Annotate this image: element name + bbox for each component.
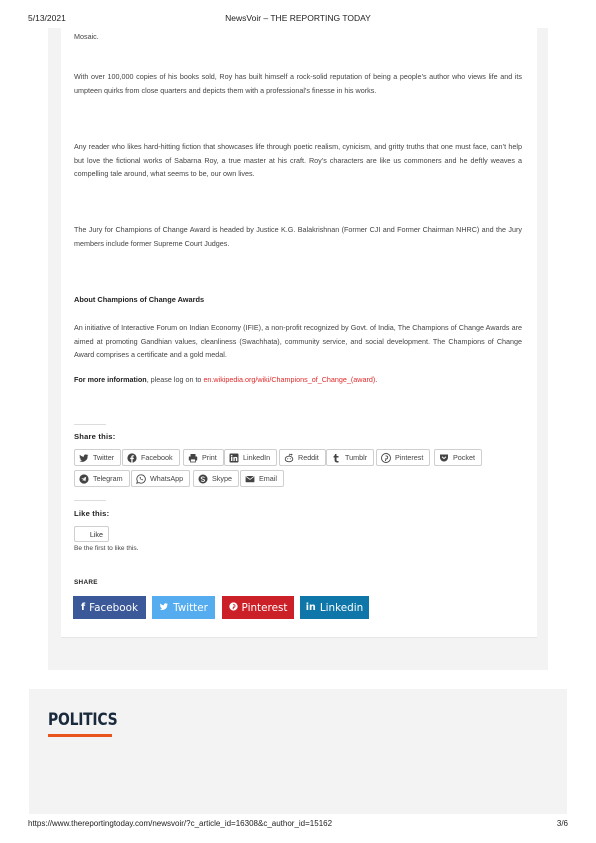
share-pinterest-button[interactable] <box>376 449 430 466</box>
share-telegram-label: Telegram <box>93 474 123 483</box>
print-page-title: NewsVoir – THE REPORTING TODAY <box>225 13 371 23</box>
politics-heading[interactable]: POLITICS <box>48 710 118 730</box>
share-whatsapp-label: WhatsApp <box>150 474 184 483</box>
twitter-icon <box>159 602 169 614</box>
article-paragraph: Mosaic. <box>74 32 99 41</box>
linkedin-icon <box>229 453 239 463</box>
share-reddit-label: Reddit <box>298 453 319 462</box>
share-telegram-button[interactable] <box>74 470 130 487</box>
tumblr-icon <box>331 453 341 463</box>
divider <box>74 424 106 425</box>
share-label: SHARE <box>74 579 98 586</box>
share-facebook-button[interactable] <box>122 449 180 466</box>
print-date: 5/13/2021 <box>28 13 66 23</box>
share-pinterest-label: Pinterest <box>395 453 424 462</box>
share-pocket-button[interactable] <box>434 449 482 466</box>
share-whatsapp-button[interactable] <box>131 470 190 487</box>
twitter-icon <box>79 453 89 463</box>
share-skype-button[interactable] <box>193 470 239 487</box>
pinterest-icon <box>229 602 238 614</box>
share-linkedin-label: LinkedIn <box>243 453 271 462</box>
pinterest-share-button[interactable] <box>222 596 294 619</box>
wikipedia-link[interactable]: en.wikipedia.org/wiki/Champions_of_Change_(award) <box>203 375 376 384</box>
politics-underline <box>48 734 112 737</box>
twitter-share-button[interactable] <box>152 596 215 619</box>
share-this-title: Share this: <box>74 432 116 441</box>
linkedin-share-label: Linkedin <box>319 601 364 614</box>
facebook-icon <box>127 453 137 463</box>
print-header <box>28 13 568 25</box>
print-url: https://www.thereportingtoday.com/newsvoir/?c_article_id=16308&c_author_id=15162 <box>28 819 333 828</box>
printer-icon <box>188 453 198 463</box>
like-button-label: Like <box>89 529 103 539</box>
like-this-title: Like this: <box>74 509 110 518</box>
reddit-icon <box>284 453 294 463</box>
share-linkedin-button[interactable] <box>224 449 277 466</box>
share-reddit-button[interactable] <box>279 449 326 466</box>
more-info-text: , please log on to <box>146 375 204 384</box>
more-info-line <box>74 373 522 387</box>
about-heading: About Champions of Change Awards <box>74 295 205 304</box>
share-pocket-label: Pocket <box>453 453 475 462</box>
share-tumblr-label: Tumblr <box>345 453 368 462</box>
article-paragraph: With over 100,000 copies of his books sold, Roy has built himself a rock-solid reputation of being a people’s author who views life and its umpteen quirks from close quarters and depicts them with a professional’s finesse in his works. <box>74 72 522 95</box>
more-info-bold: For more information <box>74 375 147 384</box>
share-skype-label: Skype <box>212 474 232 483</box>
article-paragraph: Any reader who likes hard-hitting fiction that showcases life through poetic realism, cynicism, and gritty truths that one must face, can’t help but love the fictional works of Sabarna Roy, a true master at his craft. Roy’s characters are like us commoners and he deftly weaves a compelling tale around, what seems to be, our own lives. <box>74 142 522 178</box>
share-email-button[interactable] <box>240 470 284 487</box>
print-page-number: 3/6 <box>556 819 568 828</box>
share-facebook-label: Facebook <box>141 453 173 462</box>
pinterest-share-label: Pinterest <box>241 601 288 614</box>
email-icon <box>245 474 255 484</box>
share-tumblr-button[interactable] <box>326 449 374 466</box>
telegram-icon <box>79 474 89 484</box>
like-note: Be the first to like this. <box>74 545 139 552</box>
share-twitter-button[interactable] <box>74 449 121 466</box>
pinterest-icon <box>381 453 391 463</box>
politics-section <box>29 689 567 814</box>
twitter-share-label: Twitter <box>173 601 208 614</box>
linkedin-icon: in <box>305 602 316 613</box>
facebook-share-label: Facebook <box>89 601 138 614</box>
more-info-end: . <box>375 375 378 384</box>
facebook-icon: f <box>81 602 86 613</box>
article-paragraph: The Jury for Champions of Change Award is headed by Justice K.G. Balakrishnan (Former CJI and Former Chairman NHRC) and the Jury members include former Supreme Court Judges. <box>74 225 522 248</box>
share-print-label: Print <box>202 453 217 462</box>
divider <box>74 500 106 501</box>
share-email-label: Email <box>259 474 277 483</box>
article-paragraph: An initiative of Interactive Forum on Indian Economy (IFIE), a non-profit recognized by Govt. of India, The Champions of Change Awards are aimed at promoting Gandhian values, cleanliness (Swachhata), community service, and social development. The Champions of Change Award comprises a certificate and a gold medal. <box>74 323 522 359</box>
linkedin-share-button[interactable] <box>300 596 369 619</box>
pocket-icon <box>439 453 449 463</box>
skype-icon <box>198 474 208 484</box>
facebook-share-button[interactable] <box>73 596 146 619</box>
like-button[interactable] <box>74 526 109 542</box>
share-print-button[interactable] <box>183 449 224 466</box>
whatsapp-icon <box>136 474 146 484</box>
share-twitter-label: Twitter <box>93 453 115 462</box>
